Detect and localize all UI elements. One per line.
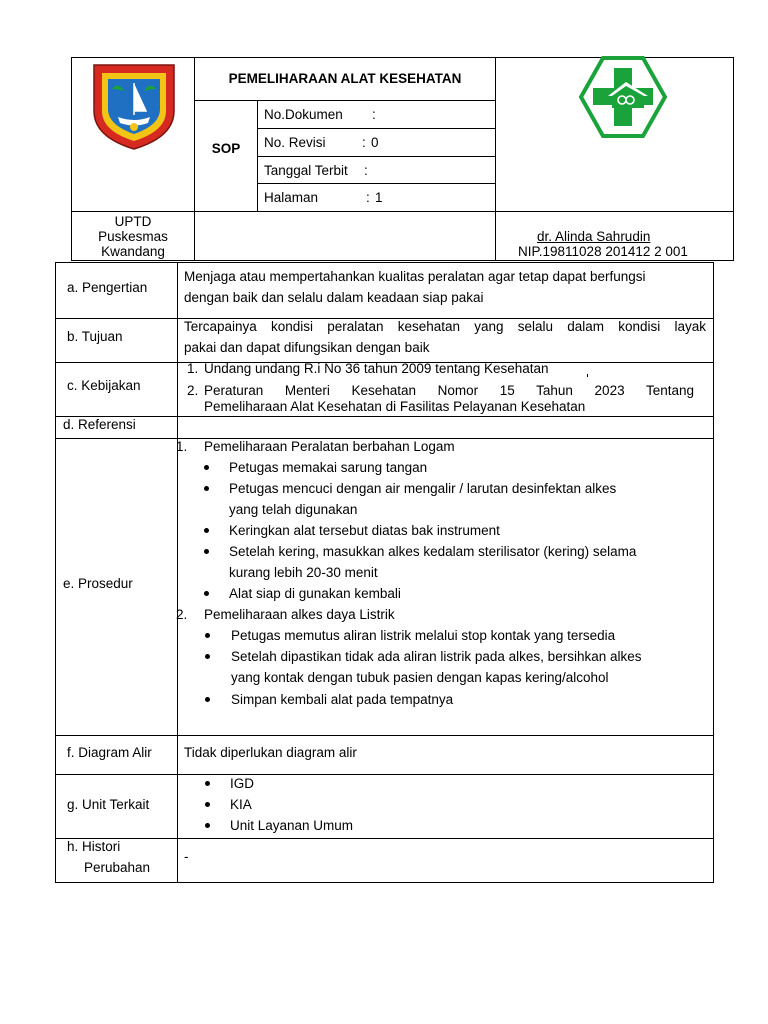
kebijakan-item-2-line-2: Pemeliharaan Alat Kesehatan di Fasilitas Pelayanan Kesehatan — [204, 399, 586, 414]
bullet-icon — [204, 528, 209, 533]
diagram-label: f. Diagram Alir — [67, 745, 152, 760]
bullet-icon — [205, 697, 210, 702]
list-item: Keringkan alat tersebut diatas bak instrument — [229, 523, 500, 538]
histori-label-line-2: Perubahan — [84, 860, 151, 875]
signatory-name: dr. Alinda Sahrudin — [537, 229, 651, 244]
bullet-icon — [204, 591, 209, 596]
bullet-icon — [205, 633, 210, 638]
list-item-continuation: yang telah digunakan — [229, 502, 358, 517]
referensi-label: d. Referensi — [63, 417, 136, 432]
kebijakan-item-1: Undang undang R.i No 36 tahun 2009 tentang Kesehatan — [204, 361, 549, 376]
unit-item-igd: IGD — [230, 776, 255, 791]
kebijakan-item-1-num: 1. — [187, 361, 199, 376]
pengertian-line-2: dengan baik dan selalu dalam keadaan siap pakai — [184, 290, 484, 305]
bullet-icon — [205, 654, 210, 659]
bullet-icon — [205, 802, 210, 807]
document-title: PEMELIHARAAN ALAT KESEHATAN — [228, 71, 462, 86]
list-item: Setelah kering, masukkan alkes kedalam sterilisator (kering) selama — [229, 544, 637, 559]
pengertian-line-1: Menjaga atau mempertahankan kualitas peralatan agar tetap dapat berfungsi — [184, 269, 646, 284]
list-item: Simpan kembali alat pada tempatnya — [231, 692, 454, 707]
histori-value: - — [184, 849, 189, 864]
kebijakan-item-2-num: 2. — [187, 383, 199, 398]
bullet-icon — [205, 781, 210, 786]
diagram-value: Tidak diperlukan diagram alir — [184, 745, 357, 760]
regional-emblem-logo — [88, 59, 180, 151]
list-item: Petugas memakai sarung tangan — [229, 460, 428, 475]
bullet-icon — [205, 823, 210, 828]
tujuan-line-2: pakai dan dapat difungsikan dengan baik — [184, 340, 430, 355]
bullet-icon — [204, 486, 209, 491]
tujuan-label: b. Tujuan — [67, 329, 123, 344]
kebijakan-label: c. Kebijakan — [67, 378, 141, 393]
health-cross-logo — [578, 56, 668, 138]
bullet-icon — [204, 465, 209, 470]
pengertian-label: a. Pengertian — [67, 280, 148, 295]
list-item-continuation: kurang lebih 20-30 menit — [229, 565, 378, 580]
histori-label-line-1: h. Histori — [67, 839, 121, 854]
prosedur-label: e. Prosedur — [63, 576, 133, 591]
list-item: Petugas memutus aliran listrik melalui stop kontak yang tersedia — [231, 628, 616, 643]
unit-item-layanan-umum: Unit Layanan Umum — [230, 818, 354, 833]
list-item-continuation: yang kontak dengan tubuk pasien dengan kapas kering/alcohol — [231, 670, 609, 685]
list-item: Alat siap di gunakan kembali — [229, 586, 401, 601]
unit-label: g. Unit Terkait — [67, 797, 150, 812]
list-item: Setelah dipastikan tidak ada aliran listrik pada alkes, bersihkan alkes — [231, 649, 642, 664]
unit-item-kia: KIA — [230, 797, 252, 812]
tujuan-line-1: Tercapainya kondisi peralatan kesehatan yang selalu dalam kondisi layak — [184, 319, 706, 334]
list-item: Petugas mencuci dengan air mengalir / larutan desinfektan alkes — [229, 481, 617, 496]
signatory-nip: NIP.19811028 201412 2 001 — [518, 244, 688, 259]
sop-label: SOP — [211, 141, 241, 156]
kebijakan-item-2-line-1: Peraturan Menteri Kesehatan Nomor 15 Tahun 2023 Tentang — [204, 383, 694, 398]
bullet-icon — [204, 549, 209, 554]
